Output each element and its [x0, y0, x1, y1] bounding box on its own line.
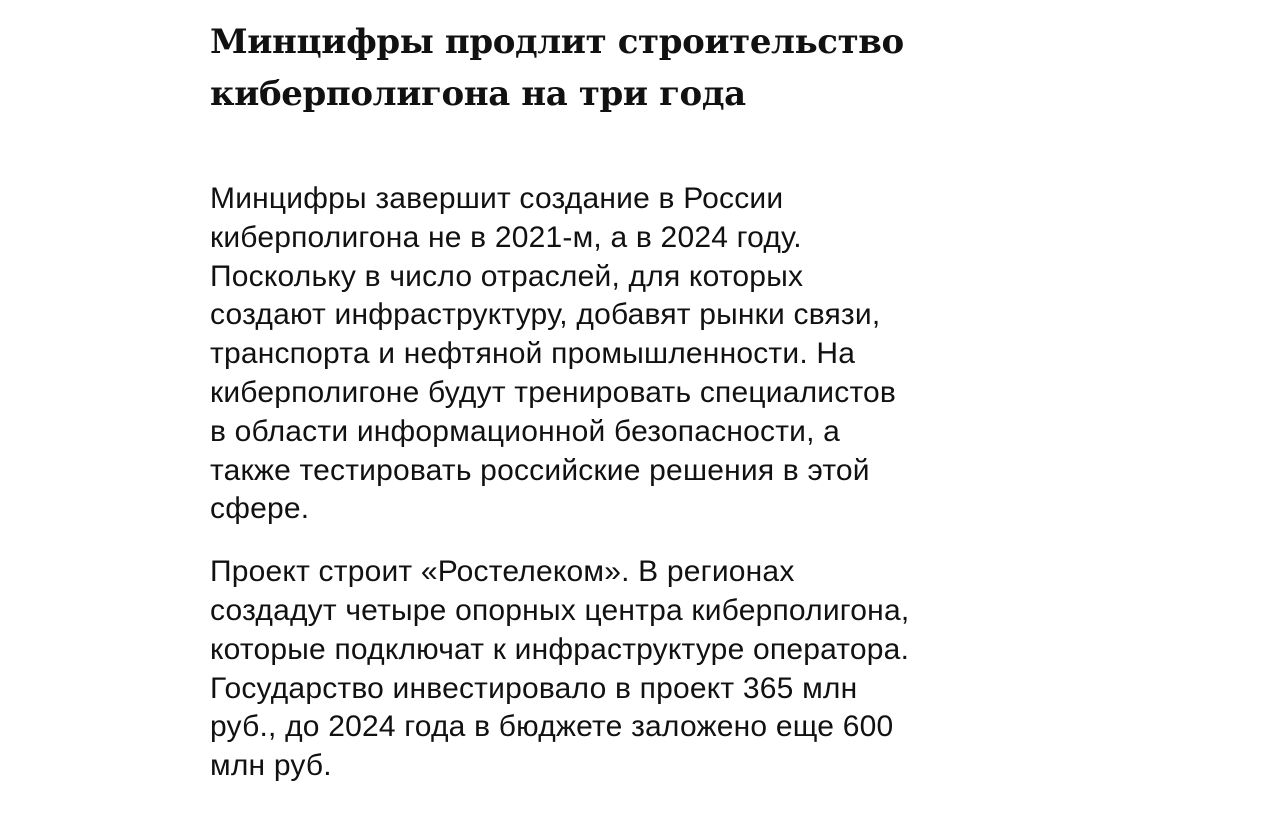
article-paragraph: Проект строит «Ростелеком». В регионах создадут четыре опорных центра киберполигона, которые подключат к инфраструктуре оператора. Государство инвестировало в проект 365 млн руб., до 2024 года в бюджете заложено еще 600 млн руб. — [210, 555, 910, 783]
article — [210, 16, 1010, 810]
article-paragraph: Минцифры завершит создание в России киберполигона не в 2021-м, а в 2024 году. Поскольку в число отраслей, для которых создают инфраструктуру, добавят рынки связи, транспорта и нефтяной промышленности. На киберполигоне будут тренировать специалистов в области информационной безопасности, а также тестировать российские решения в этой сфере. — [210, 182, 897, 526]
article-body — [210, 180, 1010, 786]
article-headline: Минцифры продлит строительство киберполигона на три года — [210, 22, 904, 114]
